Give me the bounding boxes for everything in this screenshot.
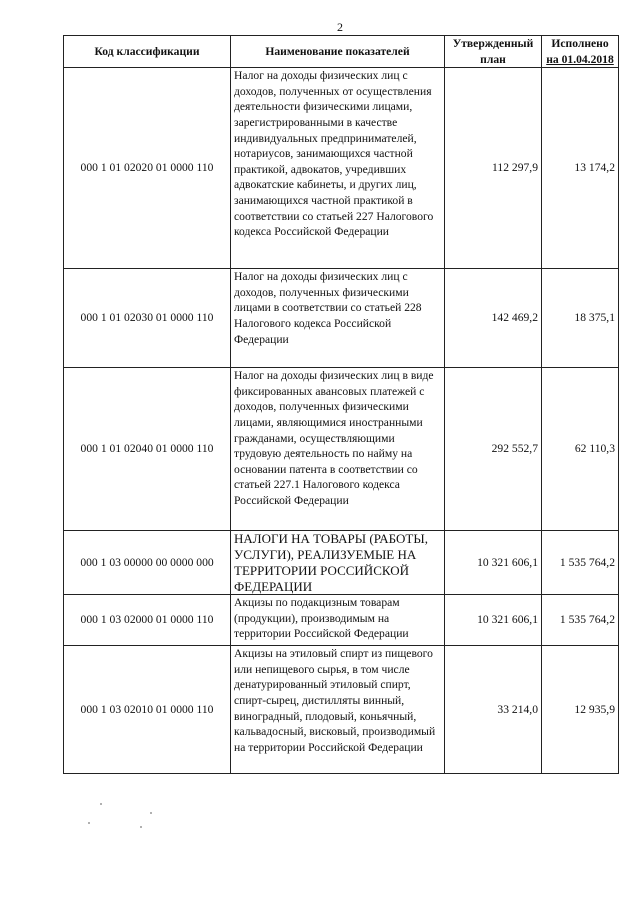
row-done: 13 174,2 [542, 68, 619, 269]
header-code: Код классификации [64, 36, 231, 68]
header-name: Наименование показателей [231, 36, 445, 68]
row-done: 62 110,3 [542, 368, 619, 531]
row-plan: 292 552,7 [445, 368, 542, 531]
row-plan: 10 321 606,1 [445, 595, 542, 646]
scan-speck [88, 822, 90, 824]
row-code: 000 1 01 02030 01 0000 110 [64, 269, 231, 368]
table-row [64, 68, 619, 269]
table-row [64, 646, 619, 774]
row-code: 000 1 01 02040 01 0000 110 [64, 368, 231, 531]
row-name: Налог на доходы физических лиц с доходов, полученных от осуществления деятельности физическими лицами, зарегистрированными в качестве индивидуальных предпринимателей, нотариусов, занимающихся частной практикой, адвокатов, учредивших адвокатские кабинеты, и других лиц, занимающихся частной практикой в соответствии со статьей 227 Налогового кодекса Российской Федерации [231, 68, 445, 269]
row-done: 18 375,1 [542, 269, 619, 368]
row-done: 1 535 764,2 [542, 595, 619, 646]
row-code: 000 1 03 02010 01 0000 110 [64, 646, 231, 774]
scan-speck [140, 826, 142, 828]
row-code: 000 1 01 02020 01 0000 110 [64, 68, 231, 269]
row-plan: 112 297,9 [445, 68, 542, 269]
row-name: Акцизы на этиловый спирт из пищевого или непищевого сырья, в том числе денатурированный этиловый спирт, спирт-сырец, дистилляты винный, виноградный, плодовый, коньячный, кальвадосный, висковый, производимый на территории Российской Федерации [231, 646, 445, 774]
header-plan: Утвержденный план [445, 36, 542, 68]
revenue-table [63, 35, 619, 774]
row-name: НАЛОГИ НА ТОВАРЫ (РАБОТЫ, УСЛУГИ), РЕАЛИЗУЕМЫЕ НА ТЕРРИТОРИИ РОССИЙСКОЙ ФЕДЕРАЦИИ [231, 531, 445, 595]
row-plan: 142 469,2 [445, 269, 542, 368]
page-number: 2 [337, 20, 343, 34]
table-row [64, 531, 619, 595]
row-code: 000 1 03 02000 01 0000 110 [64, 595, 231, 646]
scan-speck [100, 803, 102, 805]
scan-speck [150, 812, 152, 814]
row-plan: 10 321 606,1 [445, 531, 542, 595]
row-done: 12 935,9 [542, 646, 619, 774]
table-row [64, 269, 619, 368]
row-name: Налог на доходы физических лиц в виде фиксированных авансовых платежей с доходов, полученных физическими лицами, являющимися иностранными гражданами, осуществляющими трудовую деятельность по найму на основании патента в соответствии со статьей 227.1 Налогового кодекса Российской Федерации [231, 368, 445, 531]
row-plan: 33 214,0 [445, 646, 542, 774]
table-row [64, 595, 619, 646]
table-row [64, 368, 619, 531]
row-name: Налог на доходы физических лиц с доходов, полученных физическими лицами в соответствии со статьей 228 Налогового кодекса Российской Федерации [231, 269, 445, 368]
row-code: 000 1 03 00000 00 0000 000 [64, 531, 231, 595]
row-name: Акцизы по подакцизным товарам (продукции), производимым на территории Российской Федерации [231, 595, 445, 646]
table-header-row [64, 36, 619, 68]
header-done: Исполнено на 01.04.2018 [542, 36, 619, 68]
row-done: 1 535 764,2 [542, 531, 619, 595]
